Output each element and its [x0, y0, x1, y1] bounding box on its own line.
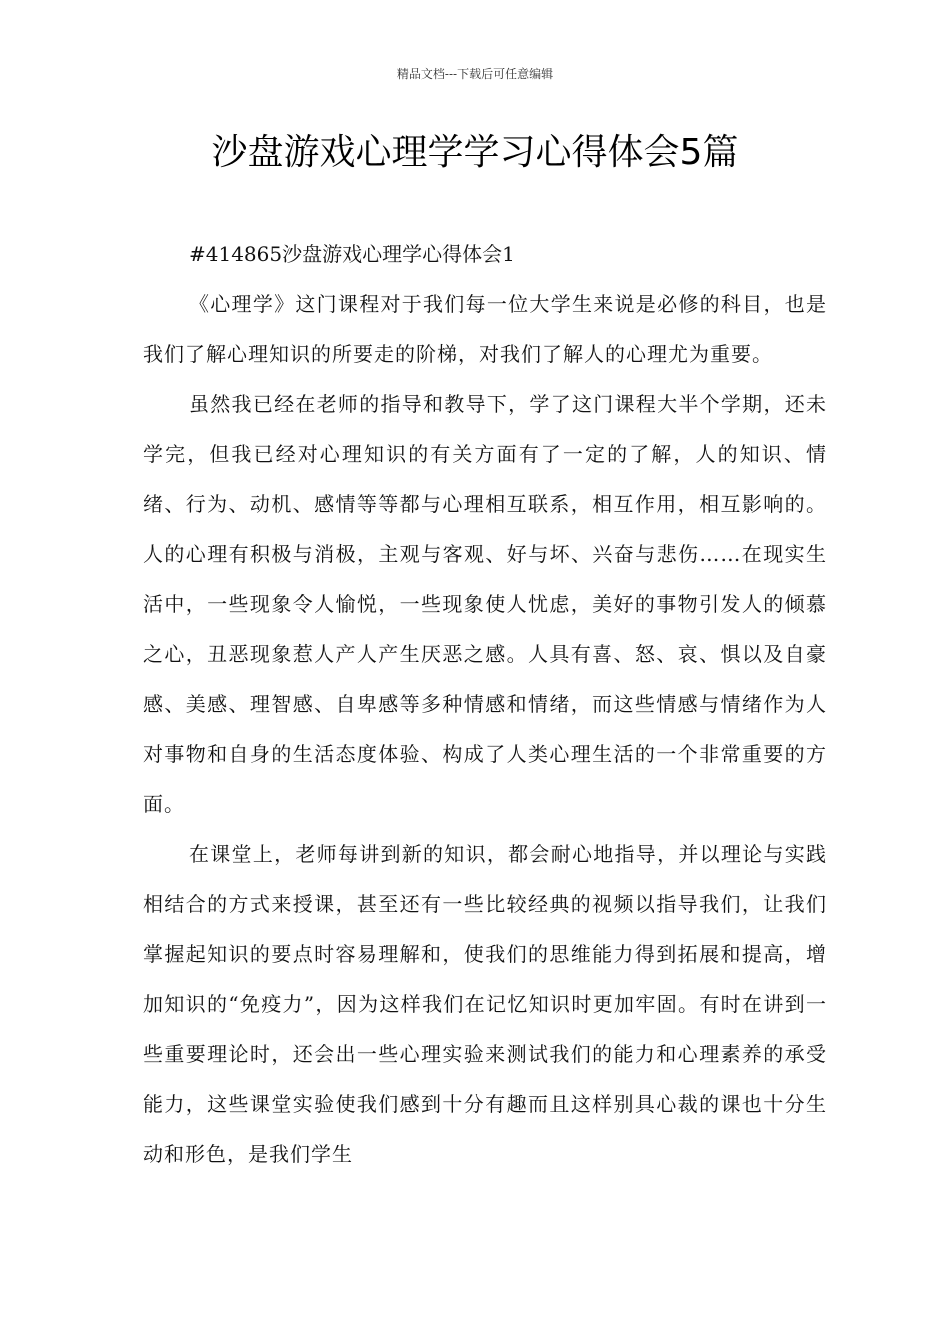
section-heading: #414865沙盘游戏心理学心得体会1 — [189, 242, 515, 266]
document-body — [143, 229, 827, 1179]
paragraph-3: 在课堂上，老师每讲到新的知识，都会耐心地指导，并以理论与实践相结合的方式来授课，甚至还有一些比较经典的视频以指导我们，让我们掌握起知识的要点时容易理解和，使我们的思维能力得到拓展和提高，增加知识的“免疫力”，因为这样我们在记忆知识时更加牢固。有时在讲到一些重要理论时，还会出一些心理实验来测试我们的能力和心理素养的承受能力，这些课堂实验使我们感到十分有趣而且这样别具心裁的课也十分生动和形色，是我们学生 — [143, 842, 827, 1166]
paragraph-1: 《心理学》这门课程对于我们每一位大学生来说是必修的科目，也是我们了解心理知识的所要走的阶梯，对我们了解人的心理尤为重要。 — [143, 292, 827, 366]
paragraph-2: 虽然我已经在老师的指导和教导下，学了这门课程大半个学期，还未学完，但我已经对心理知识的有关方面有了一定的了解，人的知识、情绪、行为、动机、感情等等都与心理相互联系，相互作用，相互影响的。人的心理有积极与消极，主观与客观、好与坏、兴奋与悲伤……在现实生活中，一些现象令人愉悦，一些现象使人忧虑，美好的事物引发人的倾慕之心，丑恶现象惹人产人产生厌恶之感。人具有喜、怒、哀、惧以及自豪感、美感、理智感、自卑感等多种情感和情绪，而这些情感与情绪作为人对事物和自身的生活态度体验、构成了人类心理生活的一个非常重要的方面。 — [143, 392, 827, 816]
document-title: 沙盘游戏心理学学习心得体会5篇 — [211, 132, 739, 173]
header-note: 精品文档---下载后可任意编辑 — [396, 67, 554, 81]
